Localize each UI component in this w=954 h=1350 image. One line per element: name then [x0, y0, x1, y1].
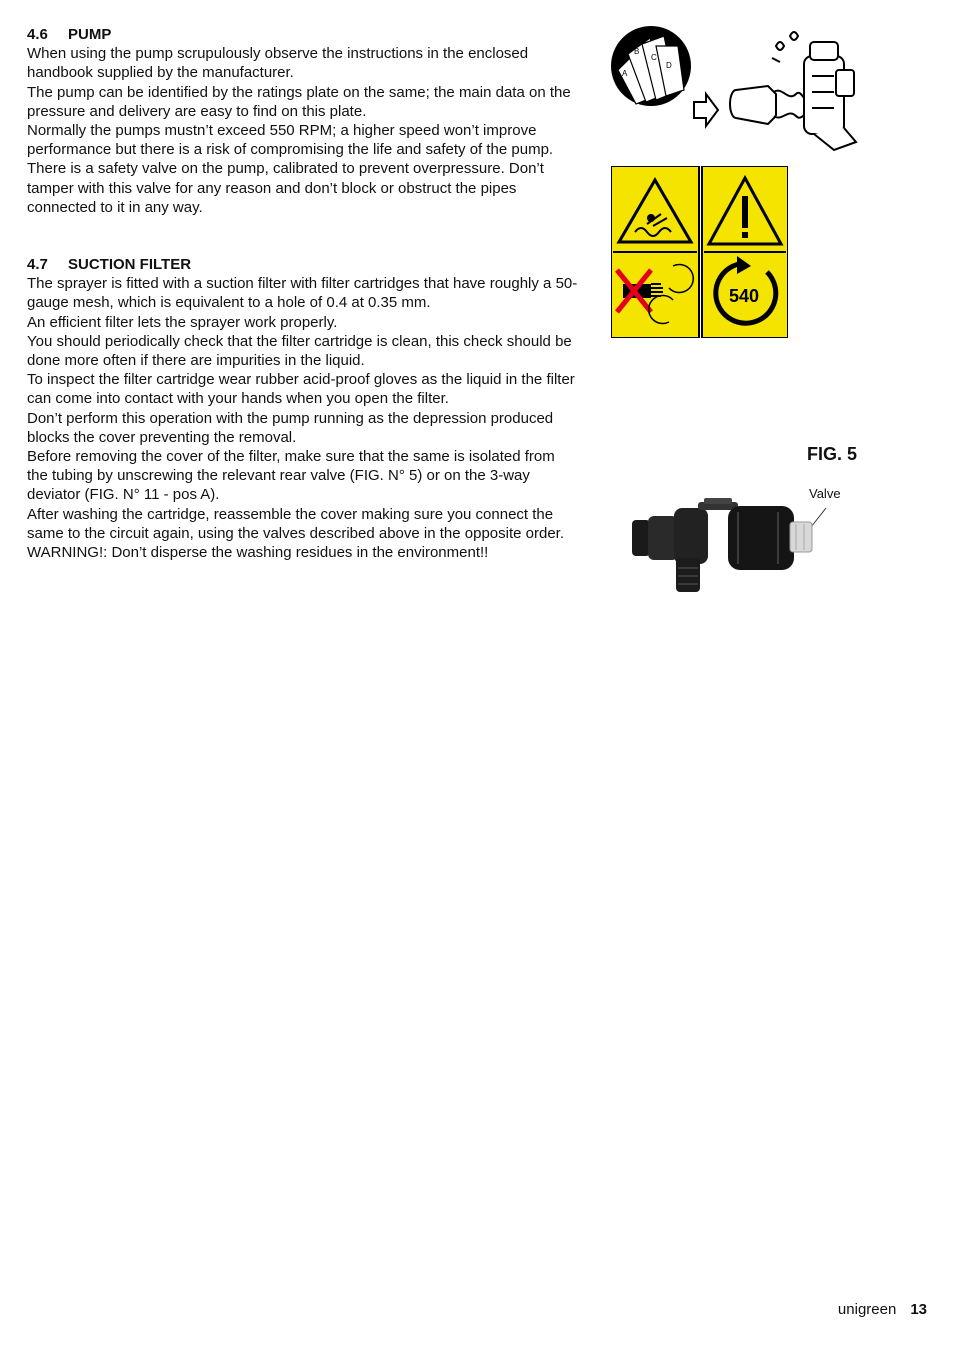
- section-title: SUCTION FILTER: [68, 256, 192, 274]
- speed-value: 540: [728, 286, 760, 306]
- valve-part: [790, 522, 812, 552]
- page-footer: [838, 1301, 927, 1318]
- suction-filter-photo: [628, 494, 828, 599]
- page-number: 13: [910, 1301, 927, 1318]
- manual-letter: D: [666, 61, 672, 70]
- valve-callout-label: Valve: [809, 486, 841, 501]
- filter-paragraph: The sprayer is fitted with a suction filter with filter cartridges that have roughly a 50-gauge mesh, which is equivalent to a hole of 0.4 at 0.35 mm.: [27, 275, 578, 312]
- filter-paragraph: You should periodically check that the filter cartridge is clean, this check should be done more often if there are impurities in the liquid.: [27, 332, 572, 370]
- section-heading-suction-filter: [27, 255, 579, 274]
- manual-letter: B: [634, 47, 640, 56]
- section-title: PUMP: [68, 26, 112, 43]
- pump-paragraph: There is a safety valve on the pump, calibrated to prevent overpressure. Don’t tamper with this valve for any reason and don’t block or obstruct the pipes connected to it in any way.: [27, 160, 544, 216]
- filter-paragraph: To inspect the filter cartridge wear rubber acid-proof gloves as the liquid in the filter can come into contact with your hands when you open the filter.: [27, 371, 575, 408]
- section-number: 4.7: [27, 256, 48, 274]
- section-number: 4.6: [27, 26, 48, 43]
- pump-drawing: [730, 32, 856, 150]
- filter-paragraph: Before removing the cover of the filter, make sure that the same is isolated from the tubing by unscrewing the relevant rear valve (FIG. N° 5) or on the 3-way deviator (FIG. N° 11 - pos A).: [27, 448, 555, 504]
- footer-brand: unigreen: [837, 1301, 897, 1318]
- filter-body: [632, 498, 794, 592]
- filter-paragraph: An efficient filter lets the sprayer work properly.: [27, 313, 338, 331]
- pump-paragraph: Normally the pumps mustn’t exceed 550 RPM; a higher speed won’t improve performance but there is a risk of compromising the life and safety of the pump.: [27, 122, 554, 159]
- section-heading-pump: [27, 25, 579, 44]
- figure-label: FIG. 5: [807, 444, 858, 464]
- manual-letter: C: [651, 53, 657, 62]
- sticker-left: [611, 166, 699, 338]
- text-column: [27, 25, 579, 562]
- arrow-right-icon: [694, 94, 718, 126]
- pump-paragraph: When using the pump scrupulously observe the instructions in the enclosed handbook supplied by the manufacturer.: [27, 45, 529, 82]
- filter-paragraph: After washing the cartridge, reassemble the cover making sure you connect the same to the circuit again, using the valves described above in the opposite order.: [27, 505, 564, 542]
- manual-letter: A: [622, 69, 628, 78]
- section-spacer: [27, 217, 579, 255]
- filter-paragraph: WARNING!: Don’t disperse the washing residues in the environment!!: [27, 544, 489, 562]
- safety-stickers: [611, 166, 788, 338]
- pump-paragraph: The pump can be identified by the ratings plate on the same; the main data on the pressure and delivery are easy to find on this plate.: [27, 83, 571, 120]
- pump-manual-illustration: [608, 24, 864, 160]
- filter-paragraph: Don’t perform this operation with the pump running as the depression produced blocks the cover preventing the removal.: [27, 409, 554, 446]
- sticker-right: [702, 166, 788, 338]
- manual-icon: [611, 26, 691, 106]
